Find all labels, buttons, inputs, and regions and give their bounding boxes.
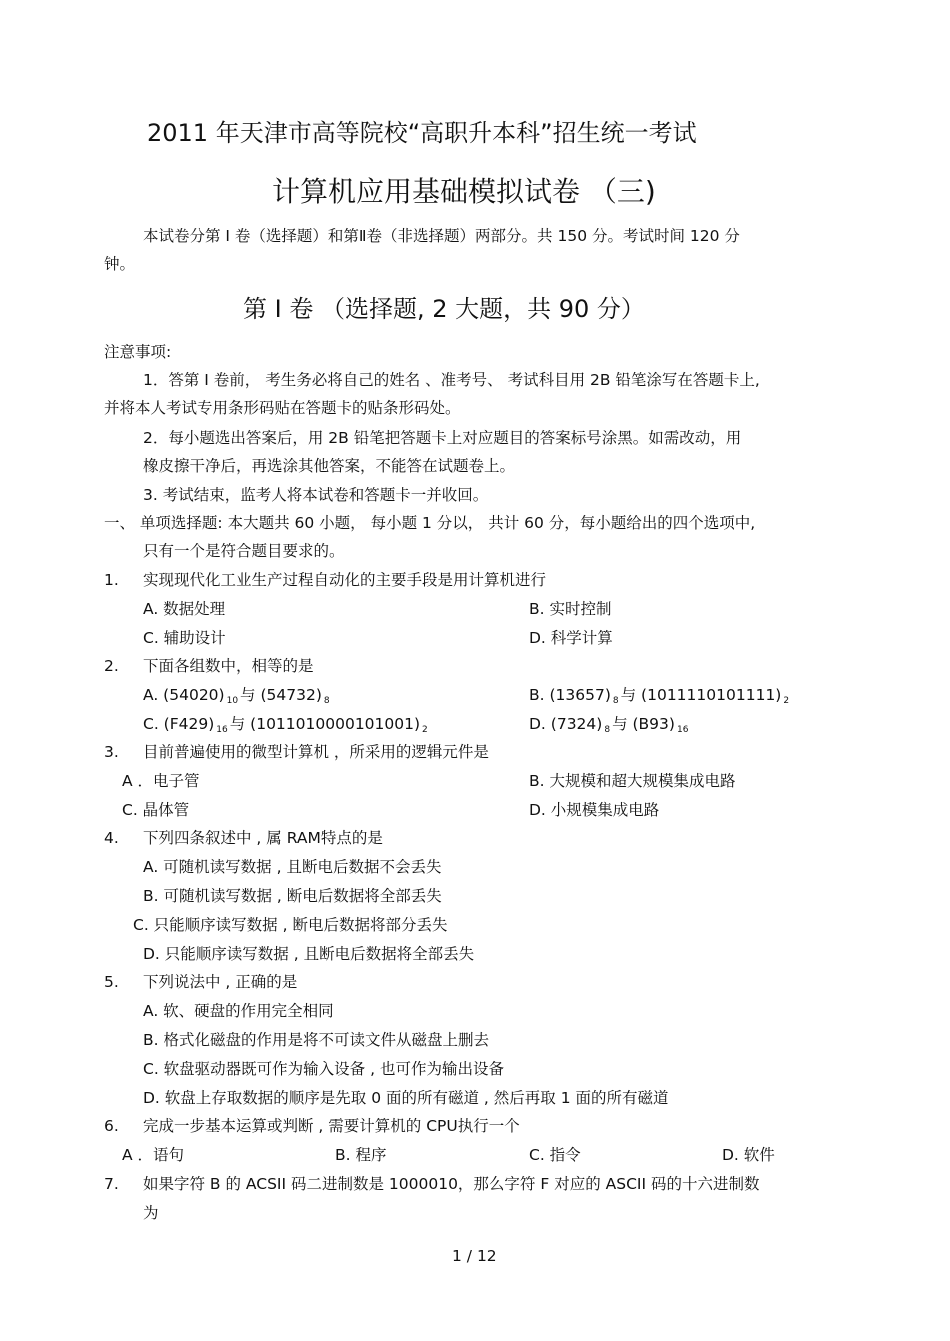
intro-line-2: 钟。 (104, 255, 136, 273)
question-5-text: 下列说法中 , 正确的是 (143, 973, 298, 991)
intro-line-1: 本试卷分第 Ⅰ 卷（选择题）和第Ⅱ卷（非选择题）两部分。共 150 分。考试时间 120 分 (143, 227, 740, 245)
option-b-compare: 与 (1011110101111) (620, 686, 782, 704)
question-4-text: 下列四条叙述中 , 属 RAM特点的是 (143, 829, 383, 847)
question-3-option-c: C. 晶体管 (122, 801, 190, 819)
option-b-value: B. (13657) (529, 686, 611, 704)
option-a-base: 10 (226, 696, 239, 706)
question-3-option-b: B. 大规模和超大规模集成电路 (529, 772, 736, 790)
question-6-text: 完成一步基本运算或判断 , 需要计算机的 CPU执行一个 (143, 1117, 520, 1135)
question-4-option-d: D. 只能顺序读写数据 , 且断电后数据将全部丢失 (143, 945, 475, 963)
question-6-option-c: C. 指令 (529, 1146, 581, 1164)
question-1-option-a: A. 数据处理 (143, 600, 226, 618)
question-7-number: 7. (104, 1175, 119, 1193)
option-c-compare: 与 (1011010000101001) (229, 715, 421, 733)
question-2-option-a (143, 685, 332, 711)
question-3-text: 目前普遍使用的微型计算机 ，所采用的逻辑元件是 (143, 743, 489, 761)
question-3-option-d: D. 小规模集成电路 (529, 801, 660, 819)
question-6-option-d: D. 软件 (722, 1146, 775, 1164)
question-3-number: 3. (104, 743, 119, 761)
question-5-option-b: B. 格式化磁盘的作用是将不可读文件从磁盘上删去 (143, 1031, 489, 1049)
option-d-value: D. (7324) (529, 715, 603, 733)
question-2-option-d (529, 714, 690, 740)
question-1-option-b: B. 实时控制 (529, 600, 612, 618)
option-d-base: 8 (604, 725, 611, 735)
question-2-number: 2. (104, 657, 119, 675)
note-1-line-2: 并将本人考试专用条形码贴在答题卡的贴条形码处。 (104, 399, 461, 417)
exam-subtitle: 计算机应用基础模拟试卷 （三) (272, 175, 656, 208)
note-2-line-2: 橡皮擦干净后，再选涂其他答案，不能答在试题卷上。 (143, 457, 516, 475)
option-c-base-2: 2 (422, 725, 428, 735)
question-6-number: 6. (104, 1117, 119, 1135)
option-c-base: 16 (216, 725, 228, 735)
option-c-value: C. (F429) (143, 715, 215, 733)
option-a-value: A. (54020) (143, 686, 225, 704)
question-5-option-d: D. 软盘上存取数据的顺序是先取 0 面的所有磁道 , 然后再取 1 面的所有磁道 (143, 1089, 669, 1107)
note-3: 3. 考试结束，监考人将本试卷和答题卡一并收回。 (143, 486, 489, 504)
question-2-option-c (143, 714, 430, 740)
question-1-option-c: C. 辅助设计 (143, 629, 226, 647)
note-1-line-1: 1．答第 Ⅰ 卷前， 考生务必将自己的姓名 、准考号、 考试科目用 2B 铅笔涂写在答题卡上, (143, 371, 760, 389)
exam-title: 2011 年天津市高等院校“高职升本科”招生统一考试 (147, 119, 697, 147)
question-2-option-b (529, 685, 791, 711)
question-4-option-b: B. 可随机读写数据 , 断电后数据将全部丢失 (143, 887, 442, 905)
question-5-option-c: C. 软盘驱动器既可作为输入设备 , 也可作为输出设备 (143, 1060, 504, 1078)
part-1-line-2: 只有一个是符合题目要求的。 (143, 542, 345, 560)
question-1-option-d: D. 科学计算 (529, 629, 613, 647)
option-d-compare: 与 (B93) (612, 715, 675, 733)
question-5-number: 5. (104, 973, 119, 991)
question-4-option-a: A. 可随机读写数据 , 且断电后数据不会丢失 (143, 858, 442, 876)
notes-heading: 注意事项: (104, 343, 172, 361)
question-7-text-cont: 为 (143, 1204, 159, 1222)
option-d-base-2: 16 (676, 725, 689, 735)
question-1-text: 实现现代化工业生产过程自动化的主要手段是用计算机进行 (143, 571, 547, 589)
question-6-option-b: B. 程序 (335, 1146, 387, 1164)
question-6-option-a: A ．语句 (122, 1146, 185, 1164)
question-7-text: 如果字符 B 的 ACSII 码二进制数是 1000010，那么字符 F 对应的 ASCII 码的十六进制数 (143, 1175, 760, 1193)
question-2-text: 下面各组数中，相等的是 (143, 657, 314, 675)
option-b-base: 8 (612, 696, 619, 706)
question-5-option-a: A. 软、硬盘的作用完全相同 (143, 1002, 334, 1020)
page-number: 1 / 12 (452, 1247, 497, 1265)
option-a-base-2: 8 (323, 696, 330, 706)
section-title: 第 Ⅰ 卷 （选择题, 2 大题，共 90 分） (243, 295, 645, 323)
note-2-line-1: 2．每小题选出答案后，用 2B 铅笔把答题卡上对应题目的答案标号涂黑。如需改动，用 (143, 429, 742, 447)
question-3-option-a: A ．电子管 (122, 772, 200, 790)
part-1-line-1: 一、 单项选择题: 本大题共 60 小题， 每小题 1 分以， 共计 60 分，每小题给出的四个选项中, (104, 514, 756, 532)
question-4-option-c: C. 只能顺序读写数据 , 断电后数据将部分丢失 (133, 916, 448, 934)
question-1-number: 1. (104, 571, 119, 589)
option-a-compare: 与 (54732) (240, 686, 322, 704)
question-4-number: 4. (104, 829, 119, 847)
option-b-base-2: 2 (783, 696, 790, 706)
